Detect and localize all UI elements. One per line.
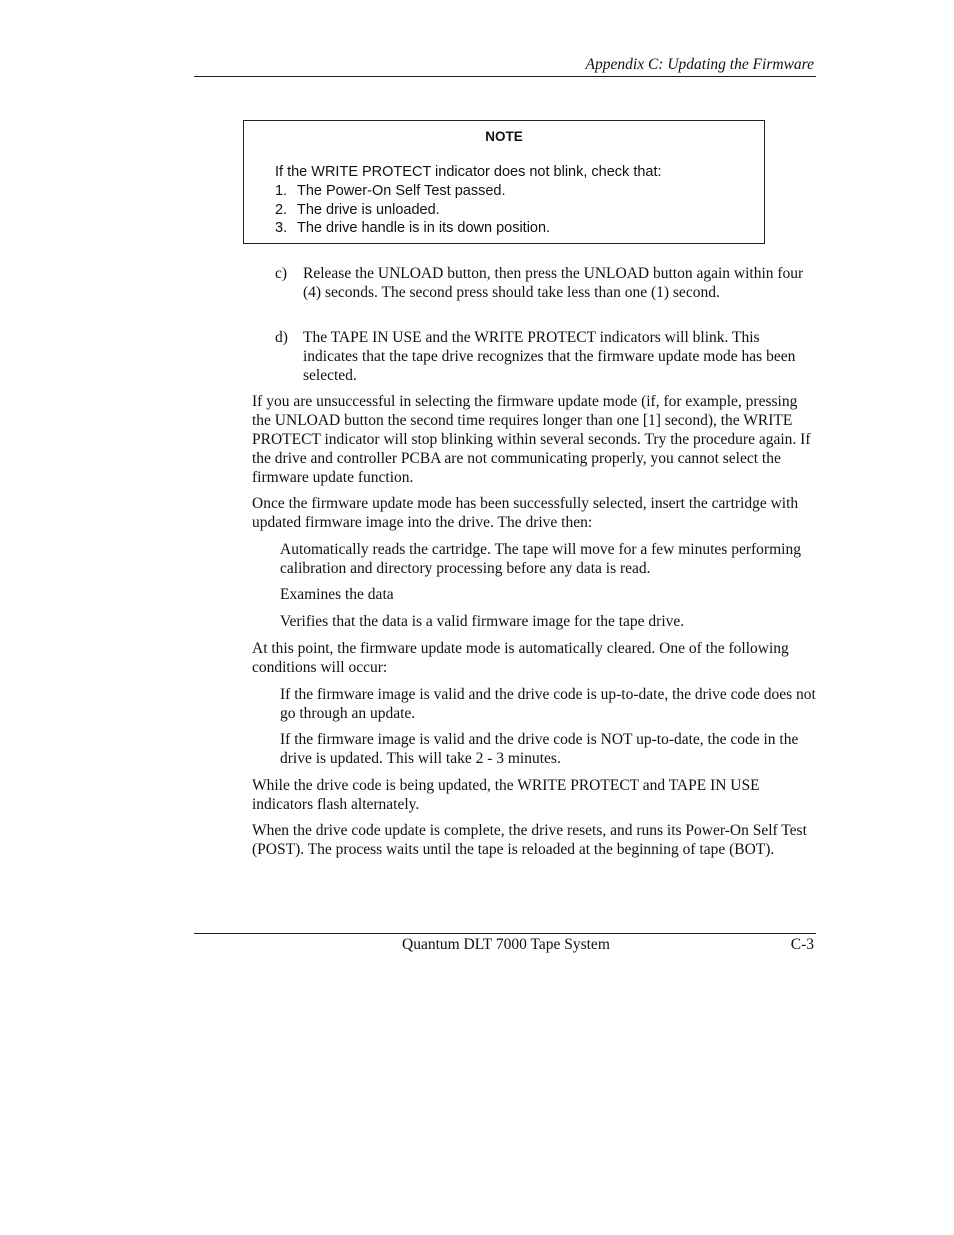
note-item-text: The drive is unloaded. bbox=[297, 202, 440, 218]
note-item-number: 1. bbox=[275, 183, 288, 199]
note-item-text: The Power-On Self Test passed. bbox=[297, 183, 506, 199]
step-text: The TAPE IN USE and the WRITE PROTECT indicators will blink. This indicates that the tape drive recognizes that the firmware update mode has been selected. bbox=[303, 329, 796, 384]
step-label: d) bbox=[275, 329, 288, 346]
paragraph-while-updating: While the drive code is being updated, the WRITE PROTECT and TAPE IN USE indicators flash alternately. bbox=[252, 777, 760, 813]
drive-action-item: Examines the data bbox=[280, 586, 394, 603]
drive-action-item: Automatically reads the cartridge. The tape will move for a few minutes performing calibration and directory processing before any data is read. bbox=[280, 541, 801, 577]
note-item bbox=[275, 183, 505, 199]
step-text: Release the UNLOAD button, then press the UNLOAD button again within four (4) seconds. The second press should take less than one (1) second. bbox=[303, 265, 804, 301]
paragraph-when-complete: When the drive code update is complete, the drive resets, and runs its Power-On Self Test (POST). The process waits until the tape is reloaded at the beginning of tape (BOT). bbox=[252, 822, 807, 858]
note-heading: NOTE bbox=[485, 129, 523, 144]
note-intro: If the WRITE PROTECT indicator does not blink, check that: bbox=[275, 164, 662, 180]
header-title: Appendix C: Updating the Firmware bbox=[585, 56, 814, 73]
note-box bbox=[243, 120, 765, 244]
note-item bbox=[275, 202, 440, 218]
page-number: C-3 bbox=[790, 936, 814, 953]
header-rule bbox=[194, 76, 816, 77]
footer-rule bbox=[194, 933, 816, 934]
paragraph-once-selected: Once the firmware update mode has been successfully selected, insert the cartridge with updated firmware image into the drive. The drive then: bbox=[252, 495, 799, 531]
footer-title: Quantum DLT 7000 Tape System bbox=[402, 936, 610, 953]
paragraph-at-this-point: At this point, the firmware update mode is automatically cleared. One of the following conditions will occur: bbox=[252, 640, 789, 676]
note-item-number: 3. bbox=[275, 220, 288, 236]
note-item-text: The drive handle is in its down position. bbox=[297, 220, 551, 236]
drive-action-item: Verifies that the data is a valid firmware image for the tape drive. bbox=[280, 613, 685, 630]
note-item bbox=[275, 220, 550, 236]
paragraph-unsuccessful: If you are unsuccessful in selecting the firmware update mode (if, for example, pressing the UNLOAD button the second time requires longer than one [1] second), the WRITE PROTECT indicator will stop blinking within several seconds. Try the procedure again. If the drive and controller PCBA are not communicating properly, you cannot select the firmware update function. bbox=[252, 393, 811, 486]
step-label: c) bbox=[275, 265, 288, 282]
condition-item: If the firmware image is valid and the drive code is NOT up-to-date, the code in the drive is updated. This will take 2 - 3 minutes. bbox=[280, 731, 799, 767]
note-item-number: 2. bbox=[275, 202, 288, 218]
condition-item: If the firmware image is valid and the drive code is up-to-date, the drive code does not go through an update. bbox=[280, 686, 816, 722]
